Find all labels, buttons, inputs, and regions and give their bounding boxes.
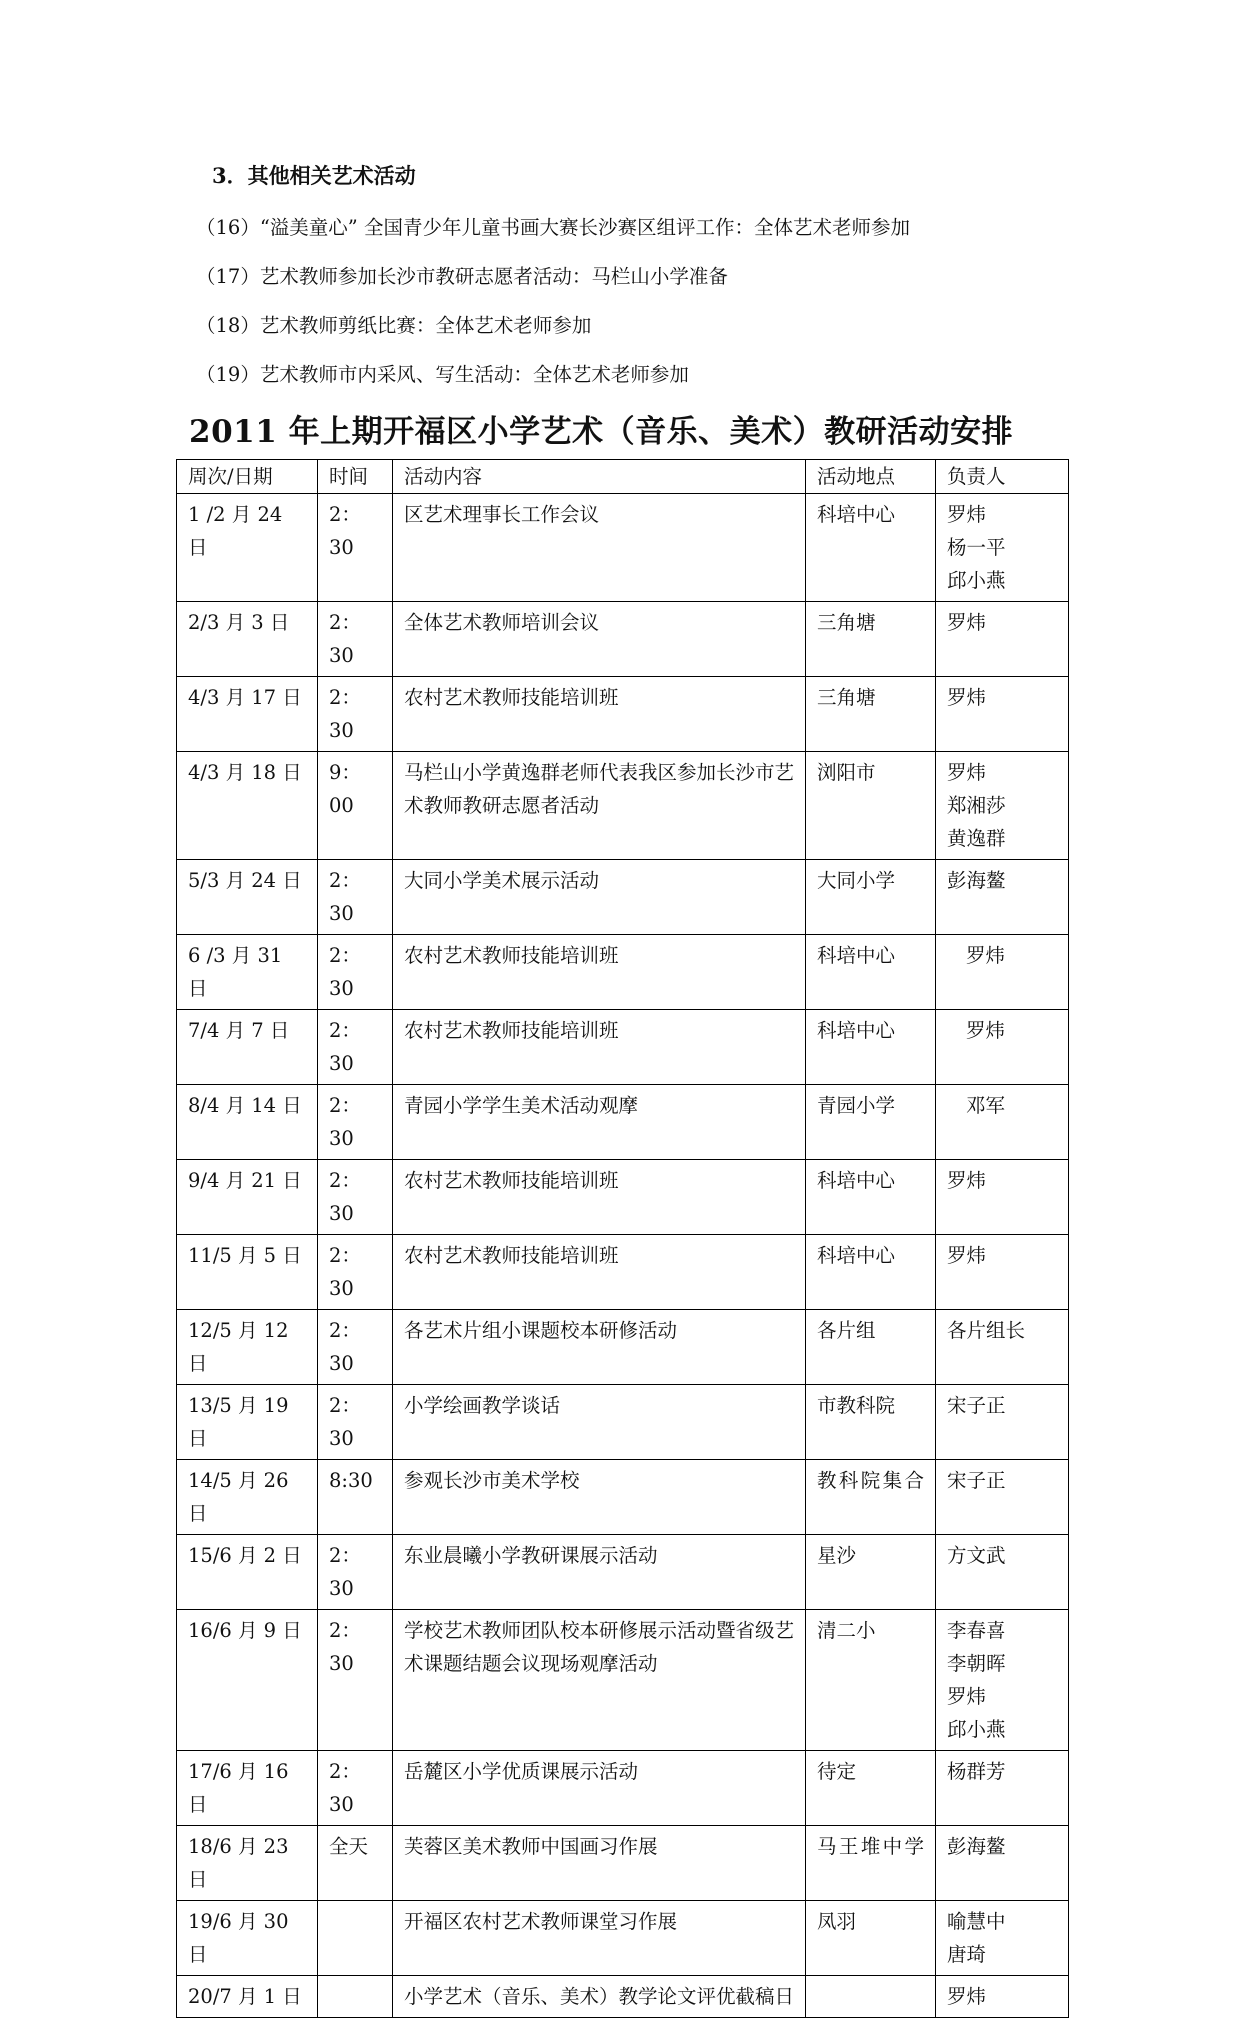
cell-place: 马王堆中学 [806, 1826, 936, 1901]
cell-content: 全体艺术教师培训会议 [393, 602, 806, 677]
cell-date: 7/4 月 7 日 [177, 1010, 318, 1085]
cell-place: 科培中心 [806, 935, 936, 1010]
cell-place: 待定 [806, 1751, 936, 1826]
table-row [177, 1976, 1069, 2018]
schedule-table [176, 459, 1069, 2018]
cell-person: 罗炜 郑湘莎 黄逸群 [936, 752, 1069, 860]
cell-content: 农村艺术教师技能培训班 [393, 1235, 806, 1310]
table-row [177, 1535, 1069, 1610]
cell-date: 15/6 月 2 日 [177, 1535, 318, 1610]
cell-place: 科培中心 [806, 494, 936, 602]
cell-person: 罗炜 杨一平 邱小燕 [936, 494, 1069, 602]
cell-person: 宋子正 [936, 1460, 1069, 1535]
cell-time: 2：30 [318, 860, 393, 935]
cell-content: 小学绘画教学谈话 [393, 1385, 806, 1460]
cell-place: 教科院集合 [806, 1460, 936, 1535]
cell-person: 杨群芳 [936, 1751, 1069, 1826]
cell-person: 宋子正 [936, 1385, 1069, 1460]
cell-date: 9/4 月 21 日 [177, 1160, 318, 1235]
cell-time [318, 1901, 393, 1976]
table-row [177, 1826, 1069, 1901]
cell-person: 方文武 [936, 1535, 1069, 1610]
cell-date: 8/4 月 14 日 [177, 1085, 318, 1160]
table-row [177, 494, 1069, 602]
cell-date: 16/6 月 9 日 [177, 1610, 318, 1751]
cell-content: 马栏山小学黄逸群老师代表我区参加长沙市艺术教师教研志愿者活动 [393, 752, 806, 860]
cell-place: 三角塘 [806, 677, 936, 752]
cell-place: 科培中心 [806, 1010, 936, 1085]
cell-time: 9：00 [318, 752, 393, 860]
cell-date: 18/6 月 23 日 [177, 1826, 318, 1901]
cell-time: 2：30 [318, 677, 393, 752]
cell-date: 17/6 月 16 日 [177, 1751, 318, 1826]
cell-time: 2：30 [318, 1751, 393, 1826]
cell-person: 罗炜 [936, 1235, 1069, 1310]
cell-date: 20/7 月 1 日 [177, 1976, 318, 2018]
cell-person: 喻慧中 唐琦 [936, 1901, 1069, 1976]
cell-content: 东业晨曦小学教研课展示活动 [393, 1535, 806, 1610]
cell-content: 农村艺术教师技能培训班 [393, 677, 806, 752]
activity-item: （19）艺术教师市内采风、写生活动：全体艺术老师参加 [196, 363, 689, 386]
table-row [177, 1160, 1069, 1235]
table-row [177, 602, 1069, 677]
header-person: 负责人 [936, 460, 1069, 494]
cell-content: 农村艺术教师技能培训班 [393, 1010, 806, 1085]
table-row [177, 1460, 1069, 1535]
cell-time: 2：30 [318, 494, 393, 602]
cell-place: 科培中心 [806, 1160, 936, 1235]
header-content: 活动内容 [393, 460, 806, 494]
cell-place: 各片组 [806, 1310, 936, 1385]
header-date: 周次/日期 [177, 460, 318, 494]
cell-person: 罗炜 [936, 1010, 1069, 1085]
cell-place [806, 1976, 936, 2018]
cell-content: 小学艺术（音乐、美术）教学论文评优截稿日 [393, 1976, 806, 2018]
cell-time: 2：30 [318, 1160, 393, 1235]
cell-person: 罗炜 [936, 935, 1069, 1010]
cell-time: 2：30 [318, 1535, 393, 1610]
cell-content: 芙蓉区美术教师中国画习作展 [393, 1826, 806, 1901]
cell-date: 19/6 月 30 日 [177, 1901, 318, 1976]
cell-time: 2：30 [318, 1385, 393, 1460]
cell-date: 2/3 月 3 日 [177, 602, 318, 677]
table-row [177, 1385, 1069, 1460]
schedule-title: 2011 年上期开福区小学艺术（音乐、美术）教研活动安排 [189, 414, 1014, 450]
table-row [177, 1751, 1069, 1826]
cell-place: 星沙 [806, 1535, 936, 1610]
section-heading: 3．其他相关艺术活动 [212, 163, 416, 188]
cell-person: 彭海鳌 [936, 860, 1069, 935]
table-row [177, 1235, 1069, 1310]
table-row [177, 935, 1069, 1010]
cell-time: 2：30 [318, 935, 393, 1010]
cell-person: 罗炜 [936, 677, 1069, 752]
cell-place: 浏阳市 [806, 752, 936, 860]
table-row [177, 677, 1069, 752]
cell-date: 13/5 月 19 日 [177, 1385, 318, 1460]
cell-content: 岳麓区小学优质课展示活动 [393, 1751, 806, 1826]
cell-person: 罗炜 [936, 602, 1069, 677]
cell-time [318, 1976, 393, 2018]
cell-time: 2：30 [318, 1610, 393, 1751]
cell-date: 5/3 月 24 日 [177, 860, 318, 935]
header-place: 活动地点 [806, 460, 936, 494]
table-row [177, 1310, 1069, 1385]
cell-person: 邓军 [936, 1085, 1069, 1160]
cell-person: 罗炜 [936, 1160, 1069, 1235]
cell-date: 14/5 月 26 日 [177, 1460, 318, 1535]
cell-content: 农村艺术教师技能培训班 [393, 935, 806, 1010]
activity-item: （18）艺术教师剪纸比赛：全体艺术老师参加 [196, 314, 592, 337]
cell-place: 市教科院 [806, 1385, 936, 1460]
activity-item: （17）艺术教师参加长沙市教研志愿者活动：马栏山小学准备 [196, 265, 728, 288]
table-row [177, 1085, 1069, 1160]
table-row [177, 752, 1069, 860]
cell-person: 罗炜 [936, 1976, 1069, 2018]
activity-item: （16）“溢美童心” 全国青少年儿童书画大赛长沙赛区组评工作：全体艺术老师参加 [196, 216, 910, 239]
cell-place: 三角塘 [806, 602, 936, 677]
cell-date: 1 /2 月 24 日 [177, 494, 318, 602]
cell-person: 彭海鳌 [936, 1826, 1069, 1901]
cell-place: 大同小学 [806, 860, 936, 935]
cell-person: 各片组长 [936, 1310, 1069, 1385]
cell-time: 2：30 [318, 1085, 393, 1160]
table-row [177, 1010, 1069, 1085]
table-row [177, 1610, 1069, 1751]
cell-content: 参观长沙市美术学校 [393, 1460, 806, 1535]
cell-time: 8:30 [318, 1460, 393, 1535]
cell-date: 11/5 月 5 日 [177, 1235, 318, 1310]
cell-person: 李春喜 李朝晖 罗炜 邱小燕 [936, 1610, 1069, 1751]
cell-date: 4/3 月 17 日 [177, 677, 318, 752]
table-body [177, 494, 1069, 2018]
cell-content: 学校艺术教师团队校本研修展示活动暨省级艺术课题结题会议现场观摩活动 [393, 1610, 806, 1751]
cell-date: 4/3 月 18 日 [177, 752, 318, 860]
cell-place: 青园小学 [806, 1085, 936, 1160]
cell-time: 2：30 [318, 602, 393, 677]
cell-time: 2：30 [318, 1010, 393, 1085]
cell-content: 开福区农村艺术教师课堂习作展 [393, 1901, 806, 1976]
cell-place: 科培中心 [806, 1235, 936, 1310]
header-time: 时间 [318, 460, 393, 494]
cell-date: 6 /3 月 31 日 [177, 935, 318, 1010]
table-row [177, 860, 1069, 935]
cell-content: 农村艺术教师技能培训班 [393, 1160, 806, 1235]
cell-date: 12/5 月 12 日 [177, 1310, 318, 1385]
cell-content: 各艺术片组小课题校本研修活动 [393, 1310, 806, 1385]
cell-place: 凤羽 [806, 1901, 936, 1976]
cell-content: 青园小学学生美术活动观摩 [393, 1085, 806, 1160]
cell-time: 2：30 [318, 1310, 393, 1385]
cell-content: 大同小学美术展示活动 [393, 860, 806, 935]
cell-time: 全天 [318, 1826, 393, 1901]
table-row [177, 1901, 1069, 1976]
table-header-row [177, 460, 1069, 494]
cell-content: 区艺术理事长工作会议 [393, 494, 806, 602]
cell-place: 清二小 [806, 1610, 936, 1751]
cell-time: 2：30 [318, 1235, 393, 1310]
